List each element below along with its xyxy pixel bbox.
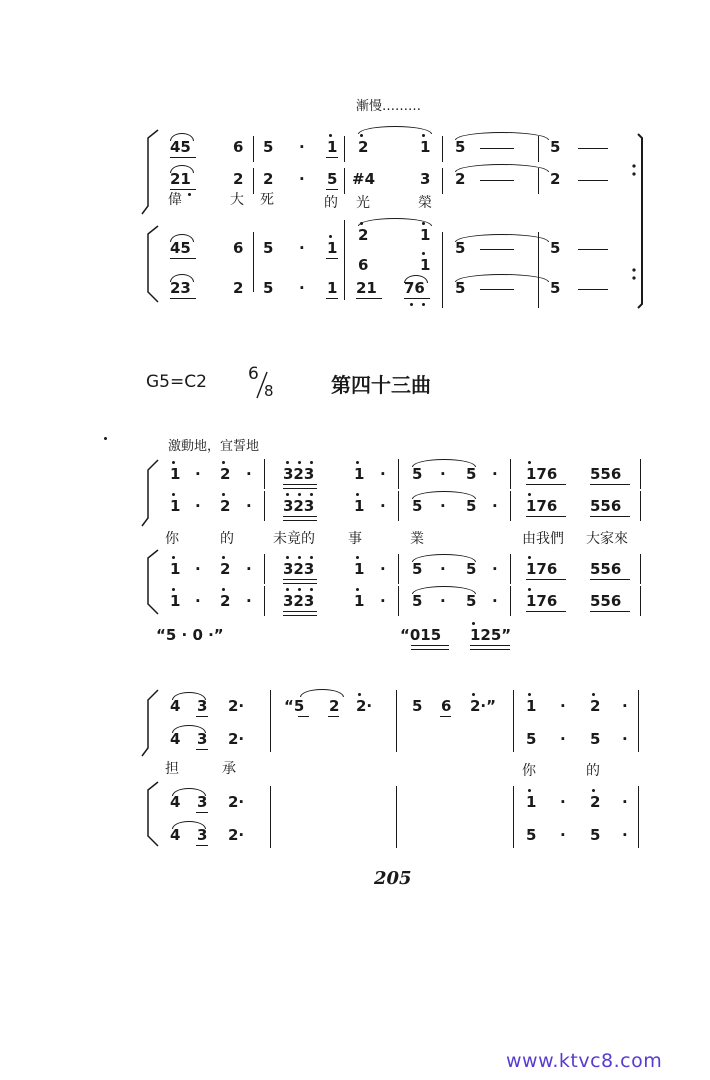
note: 5 xyxy=(590,826,601,844)
note: 5 xyxy=(466,497,477,515)
note: 4 xyxy=(170,793,181,811)
note: 176 xyxy=(526,497,558,515)
note: 176 xyxy=(526,560,558,578)
note: · xyxy=(492,497,498,515)
lyric: 承 xyxy=(222,761,236,777)
note: 2 xyxy=(233,170,244,188)
note: · xyxy=(492,560,498,578)
note: 2 xyxy=(220,465,231,483)
note: · xyxy=(440,592,446,610)
spoken-rhythm-2b: 125” xyxy=(470,626,512,644)
note: 1 xyxy=(354,560,365,578)
note-group: 45 xyxy=(170,138,191,156)
note: 2· xyxy=(228,826,245,844)
dot: · xyxy=(299,239,305,257)
note: 3 xyxy=(197,730,208,748)
note: 1 xyxy=(327,239,338,257)
note: 1 xyxy=(170,560,181,578)
note: 6 xyxy=(233,138,244,156)
spoken-note: 2 xyxy=(329,697,340,715)
note: 556 xyxy=(590,465,622,483)
note: 1 xyxy=(170,465,181,483)
note: 2 xyxy=(455,170,466,188)
repeat-bracket-a xyxy=(630,132,650,312)
note: 323 xyxy=(283,592,315,610)
note: · xyxy=(380,560,386,578)
lyric: 業 xyxy=(410,531,424,547)
note: · xyxy=(380,497,386,515)
note: 6 xyxy=(358,256,369,274)
note: · xyxy=(380,465,386,483)
spoken-note: “5 xyxy=(284,697,305,715)
note: 4 xyxy=(170,730,181,748)
note: 2 xyxy=(550,170,561,188)
note: 5 xyxy=(550,279,561,297)
expression-mark: 激動地，宜誓地 xyxy=(168,439,260,454)
dot: · xyxy=(560,730,566,748)
note: · xyxy=(246,592,252,610)
note: · xyxy=(380,592,386,610)
tempo-mark: 漸慢……… xyxy=(356,99,422,114)
note: · xyxy=(195,592,201,610)
lyric: 由我們 xyxy=(522,531,564,547)
note: · xyxy=(195,465,201,483)
note: 556 xyxy=(590,592,622,610)
note-group: 76 xyxy=(404,279,425,297)
note: · xyxy=(492,592,498,610)
note: 5 xyxy=(466,560,477,578)
note: 2 xyxy=(590,697,601,715)
dot: · xyxy=(622,697,628,715)
note: 3 xyxy=(197,793,208,811)
note: 1 xyxy=(170,497,181,515)
note-group: 45 xyxy=(170,239,191,257)
note: 1 xyxy=(327,279,338,297)
note: 1 xyxy=(327,138,338,156)
note: · xyxy=(440,497,446,515)
dot: · xyxy=(560,697,566,715)
note: 5 xyxy=(263,279,274,297)
note: 5 xyxy=(466,465,477,483)
note: 176 xyxy=(526,592,558,610)
note: 1 xyxy=(420,138,431,156)
dot: · xyxy=(560,793,566,811)
spoken-note: 6 xyxy=(441,697,452,715)
lyric: 大 xyxy=(230,192,244,208)
note: 2· xyxy=(228,697,245,715)
note: 5 xyxy=(550,239,561,257)
note-group: 23 xyxy=(170,279,191,297)
note: 3 xyxy=(420,170,431,188)
note: · xyxy=(440,465,446,483)
lyric: 大家來 xyxy=(586,531,628,547)
note: 2 xyxy=(590,793,601,811)
lyric: 榮 xyxy=(418,195,432,211)
spoken-rhythm-2a: “015 xyxy=(400,626,442,644)
note: 1 xyxy=(354,465,365,483)
lyric: 未竟的 xyxy=(273,531,315,547)
note: 2 xyxy=(220,497,231,515)
dot: · xyxy=(622,793,628,811)
system-brace-a xyxy=(140,126,162,306)
dot: · xyxy=(299,279,305,297)
note: · xyxy=(246,560,252,578)
lyric: 偉 xyxy=(168,192,182,208)
page-number: 205 xyxy=(374,868,412,889)
note: 323 xyxy=(283,465,315,483)
note: 6 xyxy=(233,239,244,257)
spoken-note: 2·” xyxy=(470,697,496,715)
note: 4 xyxy=(170,826,181,844)
key-signature: G5=C2 xyxy=(146,372,207,392)
note: · xyxy=(246,465,252,483)
note: 5 xyxy=(590,730,601,748)
watermark: www.ktvc8.com xyxy=(506,1050,663,1072)
note: 5 xyxy=(455,279,466,297)
lyric: 的 xyxy=(324,195,338,211)
note-group: 21 xyxy=(170,170,191,188)
note: 5 xyxy=(526,826,537,844)
note: 3 xyxy=(197,826,208,844)
note: 2 xyxy=(220,560,231,578)
dot: · xyxy=(622,826,628,844)
note: 2 xyxy=(220,592,231,610)
note: 1 xyxy=(526,793,537,811)
lyric: 死 xyxy=(260,192,274,208)
system-brace-c xyxy=(140,688,162,850)
note: · xyxy=(440,560,446,578)
note: 176 xyxy=(526,465,558,483)
dot: · xyxy=(560,826,566,844)
lyric: 担 xyxy=(165,761,179,777)
lyric: 的 xyxy=(586,763,600,779)
note: 2 xyxy=(358,138,369,156)
note-group: 21 xyxy=(356,279,377,297)
note: 5 xyxy=(526,730,537,748)
note: 5 xyxy=(466,592,477,610)
lyric: 你 xyxy=(522,763,536,779)
note: 4 xyxy=(170,697,181,715)
note: 556 xyxy=(590,497,622,515)
note: 1 xyxy=(354,592,365,610)
note: · xyxy=(492,465,498,483)
song-title: 第四十三曲 xyxy=(331,373,431,397)
note: 5 xyxy=(455,239,466,257)
note: 323 xyxy=(283,497,315,515)
time-signature-denominator: 8 xyxy=(264,382,274,400)
note: #4 xyxy=(352,170,376,188)
dot: · xyxy=(299,170,305,188)
lyric: 事 xyxy=(348,531,362,547)
note: 5 xyxy=(412,592,423,610)
note: 5 xyxy=(455,138,466,156)
note: 1 xyxy=(420,256,431,274)
note: 556 xyxy=(590,560,622,578)
note: 2· xyxy=(228,793,245,811)
note: 1 xyxy=(170,592,181,610)
note: · xyxy=(246,497,252,515)
lyric: 的 xyxy=(220,531,234,547)
note: 5 xyxy=(412,560,423,578)
note: 5 xyxy=(263,138,274,156)
dot: · xyxy=(622,730,628,748)
lyric: 光 xyxy=(356,195,370,211)
spoken-rhythm-1: “5 · 0 ·” xyxy=(156,626,224,644)
note: 2· xyxy=(228,730,245,748)
dot: · xyxy=(299,138,305,156)
note: 5 xyxy=(327,170,338,188)
spoken-note: 5 xyxy=(412,697,423,715)
spoken-note: 2· xyxy=(356,697,373,715)
note: 3 xyxy=(197,697,208,715)
note: 323 xyxy=(283,560,315,578)
note: 5 xyxy=(550,138,561,156)
note: · xyxy=(195,497,201,515)
note: 1 xyxy=(354,497,365,515)
note: 5 xyxy=(412,465,423,483)
system-brace-b xyxy=(140,458,162,618)
note: 1 xyxy=(420,226,431,244)
note: 1 xyxy=(526,697,537,715)
note: 5 xyxy=(412,497,423,515)
time-signature-numerator: 6 xyxy=(248,364,259,384)
note: 2 xyxy=(233,279,244,297)
note: · xyxy=(195,560,201,578)
note: 2 xyxy=(263,170,274,188)
note: 2 xyxy=(358,226,369,244)
note: 5 xyxy=(263,239,274,257)
lyric: 你 xyxy=(165,531,179,547)
